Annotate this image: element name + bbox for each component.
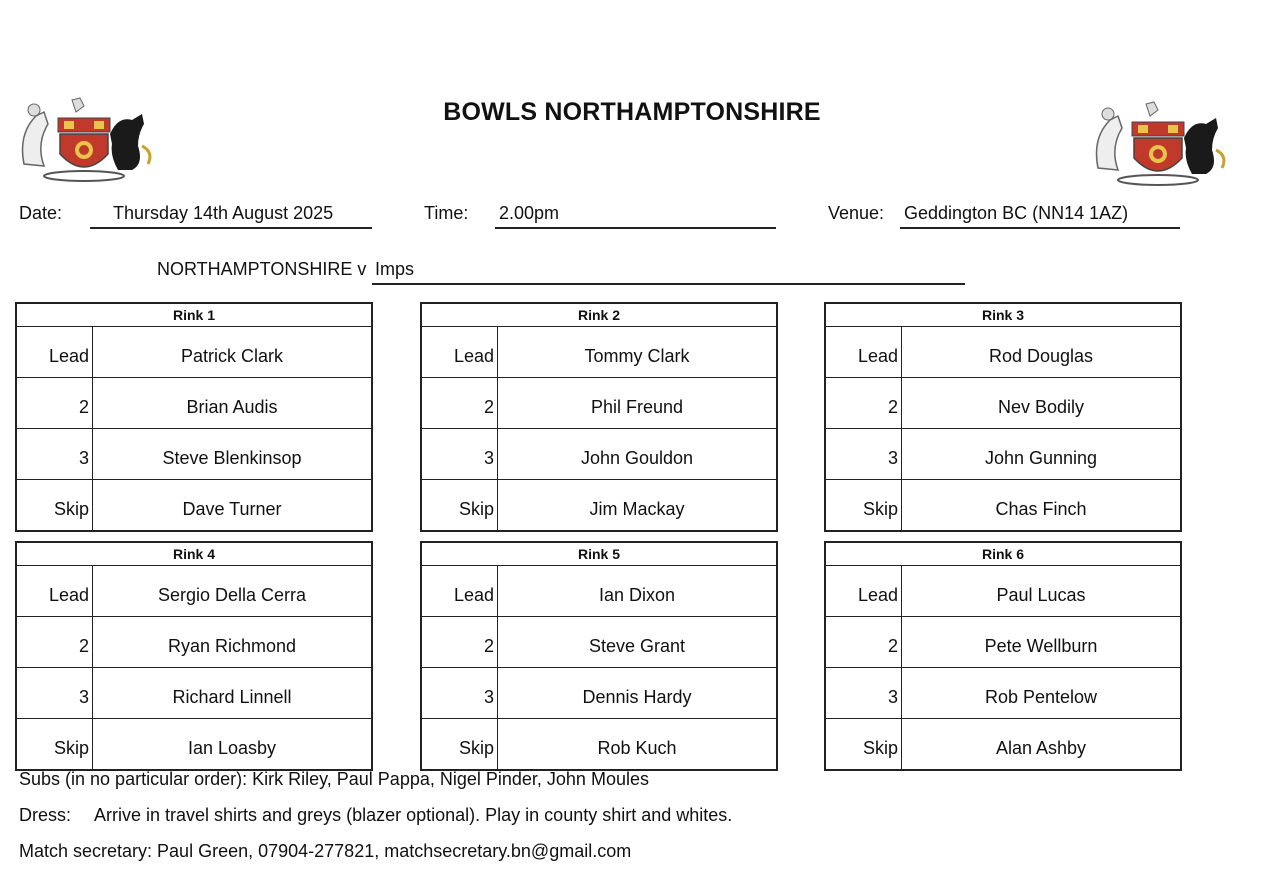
rink-3-table xyxy=(824,302,1182,532)
player-name: Ian Loasby xyxy=(93,719,372,770)
player-name: Richard Linnell xyxy=(93,668,372,719)
position-label: Lead xyxy=(422,566,498,617)
rink-2-table xyxy=(420,302,778,532)
position-label: Lead xyxy=(17,566,93,617)
position-label: 2 xyxy=(17,378,93,429)
rink-6-table xyxy=(824,541,1182,771)
player-name: Brian Audis xyxy=(93,378,372,429)
position-label: 2 xyxy=(17,617,93,668)
player-name: John Gunning xyxy=(902,429,1181,480)
position-label: 3 xyxy=(17,668,93,719)
position-label: 2 xyxy=(826,617,902,668)
subs-note: Subs (in no particular order): Kirk Riley, Paul Pappa, Nigel Pinder, John Moules xyxy=(19,769,649,789)
player-name: Rob Kuch xyxy=(498,719,777,770)
position-label: Skip xyxy=(17,719,93,770)
position-label: Lead xyxy=(826,566,902,617)
player-name: Jim Mackay xyxy=(498,480,777,531)
position-label: 3 xyxy=(422,429,498,480)
position-label: Skip xyxy=(826,719,902,770)
player-name: Pete Wellburn xyxy=(902,617,1181,668)
position-label: 3 xyxy=(17,429,93,480)
rink-title: Rink 3 xyxy=(826,304,1180,327)
player-name: Dave Turner xyxy=(93,480,372,531)
rink-title: Rink 2 xyxy=(422,304,776,327)
player-name: Ian Dixon xyxy=(498,566,777,617)
player-name: John Gouldon xyxy=(498,429,777,480)
position-label: Skip xyxy=(826,480,902,531)
player-name: Rod Douglas xyxy=(902,327,1181,378)
player-name: Phil Freund xyxy=(498,378,777,429)
date-label: Date: xyxy=(19,203,63,223)
player-name: Steve Grant xyxy=(498,617,777,668)
position-label: 3 xyxy=(826,429,902,480)
rink-1-table xyxy=(15,302,373,532)
venue-label: Venue: xyxy=(828,203,885,223)
player-name: Ryan Richmond xyxy=(93,617,372,668)
rink-title: Rink 5 xyxy=(422,543,776,566)
match-opponent: Imps xyxy=(372,259,965,285)
date-value: Thursday 14th August 2025 xyxy=(90,203,372,229)
rink-5-table xyxy=(420,541,778,771)
dress-note: Arrive in travel shirts and greys (blazer optional). Play in county shirt and whites. xyxy=(94,805,733,825)
rink-title: Rink 6 xyxy=(826,543,1180,566)
venue-value: Geddington BC (NN14 1AZ) xyxy=(900,203,1180,229)
player-name: Rob Pentelow xyxy=(902,668,1181,719)
player-name: Sergio Della Cerra xyxy=(93,566,372,617)
player-name: Steve Blenkinsop xyxy=(93,429,372,480)
player-name: Paul Lucas xyxy=(902,566,1181,617)
player-name: Nev Bodily xyxy=(902,378,1181,429)
player-name: Alan Ashby xyxy=(902,719,1181,770)
position-label: Skip xyxy=(422,719,498,770)
rink-title: Rink 1 xyxy=(17,304,371,327)
time-value: 2.00pm xyxy=(495,203,776,229)
position-label: Lead xyxy=(422,327,498,378)
rink-title: Rink 4 xyxy=(17,543,371,566)
match-home: NORTHAMPTONSHIRE v xyxy=(157,259,367,279)
position-label: Skip xyxy=(422,480,498,531)
position-label: Lead xyxy=(17,327,93,378)
player-name: Chas Finch xyxy=(902,480,1181,531)
rink-4-table xyxy=(15,541,373,771)
page-title: BOWLS NORTHAMPTONSHIRE xyxy=(443,98,821,126)
match-secretary-note: Match secretary: Paul Green, 07904-277821, matchsecretary.bn@gmail.com xyxy=(19,841,632,861)
position-label: 3 xyxy=(422,668,498,719)
position-label: 2 xyxy=(826,378,902,429)
position-label: 2 xyxy=(422,378,498,429)
dress-label: Dress: xyxy=(19,805,72,825)
player-name: Dennis Hardy xyxy=(498,668,777,719)
position-label: Skip xyxy=(17,480,93,531)
position-label: 3 xyxy=(826,668,902,719)
player-name: Patrick Clark xyxy=(93,327,372,378)
position-label: Lead xyxy=(826,327,902,378)
time-label: Time: xyxy=(424,203,469,223)
player-name: Tommy Clark xyxy=(498,327,777,378)
position-label: 2 xyxy=(422,617,498,668)
